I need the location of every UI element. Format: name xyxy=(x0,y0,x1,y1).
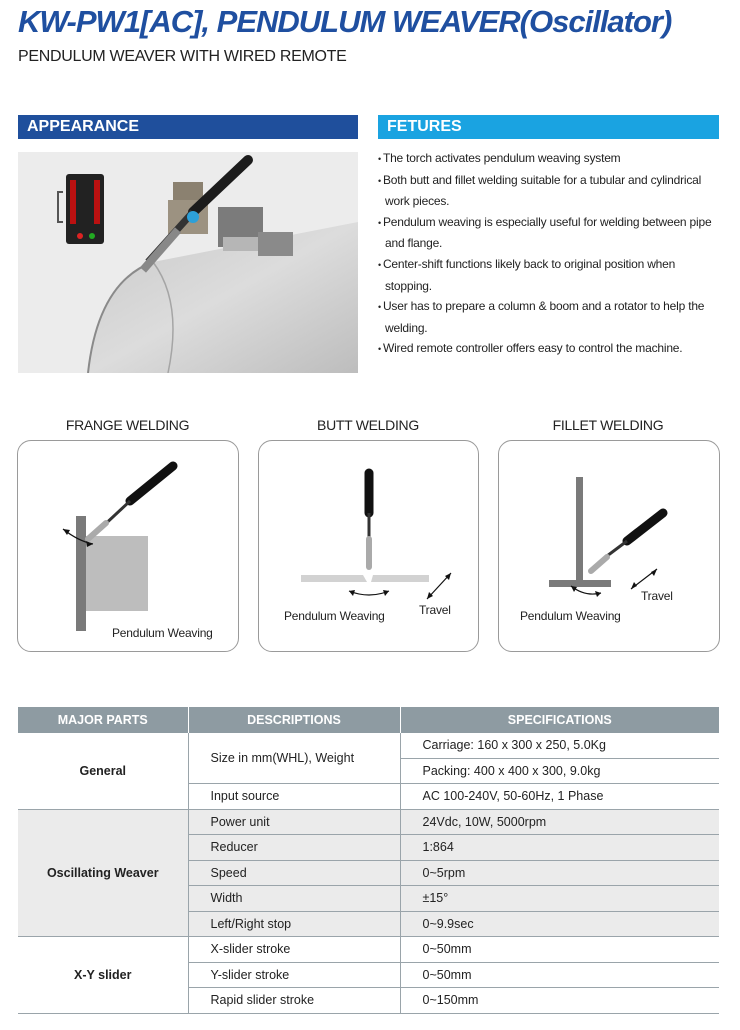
fillet-travel-label: Travel xyxy=(641,589,673,603)
fillet-welding-label: FILLET WELDING xyxy=(552,417,664,433)
spec-table xyxy=(18,707,719,1014)
spec-cell: 0~9.9sec xyxy=(400,911,719,937)
desc-cell: Size in mm(WHL), Weight xyxy=(188,733,400,784)
frange-welding-diagram xyxy=(17,440,239,652)
appearance-section-header: APPEARANCE xyxy=(18,115,358,139)
feature-item: • Both butt and fillet welding suitable for a tubular and cylindrical work pieces. xyxy=(378,172,702,209)
spec-cell: 0~5rpm xyxy=(400,860,719,886)
table-row xyxy=(18,937,719,963)
butt-travel-label: Travel xyxy=(419,603,451,617)
spec-cell: 0~150mm xyxy=(400,988,719,1014)
col-header-specifications: SPECIFICATIONS xyxy=(400,707,719,733)
feature-item: • Wired remote controller offers easy to control the machine. xyxy=(378,341,683,356)
spec-cell: 0~50mm xyxy=(400,962,719,988)
spec-cell: Packing: 400 x 400 x 300, 9.0kg xyxy=(400,758,719,784)
butt-welding-diagram xyxy=(258,440,479,652)
desc-cell: X-slider stroke xyxy=(188,937,400,963)
table-row xyxy=(18,733,719,758)
frange-welding-label: FRANGE WELDING xyxy=(65,417,190,433)
desc-cell: Reducer xyxy=(188,835,400,861)
table-row xyxy=(18,809,719,835)
fillet-caption: Pendulum Weaving xyxy=(520,609,621,623)
spec-cell: 1:864 xyxy=(400,835,719,861)
spec-cell: ±15° xyxy=(400,886,719,912)
desc-cell: Power unit xyxy=(188,809,400,835)
col-header-descriptions: DESCRIPTIONS xyxy=(188,707,400,733)
spec-cell: 24Vdc, 10W, 5000rpm xyxy=(400,809,719,835)
butt-welding-label: BUTT WELDING xyxy=(317,417,419,433)
desc-cell: Rapid slider stroke xyxy=(188,988,400,1014)
product-photo xyxy=(18,152,358,373)
desc-cell: Width xyxy=(188,886,400,912)
col-header-major-parts: MAJOR PARTS xyxy=(18,707,188,733)
frange-caption: Pendulum Weaving xyxy=(112,626,213,640)
features-list xyxy=(378,148,718,360)
feature-item: • Center-shift functions likely back to original position when stopping. xyxy=(378,256,676,293)
desc-cell: Speed xyxy=(188,860,400,886)
spec-cell: AC 100-240V, 50-60Hz, 1 Phase xyxy=(400,784,719,810)
part-oscillating-weaver: Oscillating Weaver xyxy=(18,809,188,937)
table-header-row xyxy=(18,707,719,733)
desc-cell: Left/Right stop xyxy=(188,911,400,937)
page-title: KW-PW1[AC], PENDULUM WEAVER(Oscillator) xyxy=(18,4,672,39)
part-xy-slider: X-Y slider xyxy=(18,937,188,1014)
spec-cell: 0~50mm xyxy=(400,937,719,963)
desc-cell: Y-slider stroke xyxy=(188,962,400,988)
part-general: General xyxy=(18,733,188,809)
feature-item: • Pendulum weaving is especially useful for welding between pipe and flange. xyxy=(378,214,712,251)
features-section-header: FETURES xyxy=(378,115,719,139)
spec-cell: Carriage: 160 x 300 x 250, 5.0Kg xyxy=(400,733,719,758)
feature-item: • The torch activates pendulum weaving system xyxy=(378,151,621,165)
fillet-welding-diagram xyxy=(498,440,720,652)
butt-caption: Pendulum Weaving xyxy=(284,609,385,623)
page-subtitle: PENDULUM WEAVER WITH WIRED REMOTE xyxy=(18,48,347,65)
desc-cell: Input source xyxy=(188,784,400,810)
feature-item: • User has to prepare a column & boom and a rotator to help the welding. xyxy=(378,299,705,335)
